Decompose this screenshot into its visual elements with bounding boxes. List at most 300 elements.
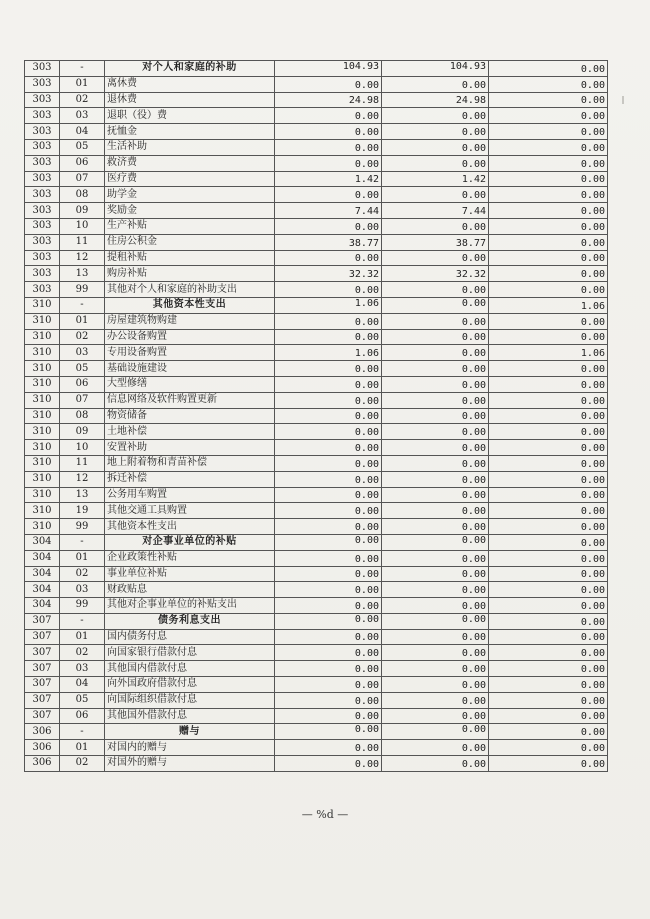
total-amount-cell: 0.00 (275, 724, 382, 740)
expense-name-cell: 退休费 (105, 92, 275, 108)
expense-name-cell: 医疗费 (105, 171, 275, 187)
project-amount-cell: 0.00 (489, 408, 608, 424)
table-row-section-header (25, 724, 608, 740)
total-amount-cell: 0.00 (275, 392, 382, 408)
table-row (25, 329, 608, 345)
expense-name-cell: 基础设施建设 (105, 361, 275, 377)
table-row (25, 408, 608, 424)
item-code-cell: - (60, 297, 105, 313)
budget-table (24, 60, 608, 772)
total-amount-cell: 0.00 (275, 582, 382, 598)
total-amount-cell: 0.00 (275, 677, 382, 693)
table-row (25, 155, 608, 171)
class-code-cell: 310 (25, 376, 60, 392)
item-code-cell: 09 (60, 203, 105, 219)
table-row (25, 471, 608, 487)
total-amount-cell: 0.00 (275, 218, 382, 234)
item-code-cell: 03 (60, 345, 105, 361)
expense-name-cell: 地上附着物和青苗补偿 (105, 455, 275, 471)
total-amount-cell: 0.00 (275, 455, 382, 471)
table-row (25, 708, 608, 724)
basic-amount-cell: 0.00 (382, 329, 489, 345)
item-code-cell: - (60, 61, 105, 77)
table-row (25, 487, 608, 503)
class-code-cell: 307 (25, 629, 60, 645)
expense-name-cell: 其他资本性支出 (105, 519, 275, 535)
class-code-cell: 303 (25, 218, 60, 234)
project-amount-cell: 0.00 (489, 566, 608, 582)
table-row (25, 250, 608, 266)
item-code-cell: 99 (60, 282, 105, 298)
class-code-cell: 303 (25, 139, 60, 155)
item-code-cell: 02 (60, 645, 105, 661)
expense-name-cell: 其他国内借款付息 (105, 661, 275, 677)
total-amount-cell: 24.98 (275, 92, 382, 108)
project-amount-cell: 0.00 (489, 692, 608, 708)
total-amount-cell: 0.00 (275, 471, 382, 487)
expense-name-cell: 国内债务付息 (105, 629, 275, 645)
class-code-cell: 310 (25, 471, 60, 487)
class-code-cell: 303 (25, 171, 60, 187)
basic-amount-cell: 0.00 (382, 740, 489, 756)
basic-amount-cell: 0.00 (382, 598, 489, 614)
table-row (25, 677, 608, 693)
item-code-cell: 10 (60, 440, 105, 456)
class-code-cell: 307 (25, 613, 60, 629)
expense-name-cell: 奖励金 (105, 203, 275, 219)
item-code-cell: 03 (60, 108, 105, 124)
expense-name-cell: 其他国外借款付息 (105, 708, 275, 724)
item-code-cell: - (60, 724, 105, 740)
item-code-cell: 99 (60, 519, 105, 535)
class-code-cell: 303 (25, 61, 60, 77)
class-code-cell: 304 (25, 582, 60, 598)
total-amount-cell: 0.00 (275, 76, 382, 92)
item-code-cell: 12 (60, 250, 105, 266)
expense-name-cell: 离休费 (105, 76, 275, 92)
project-amount-cell: 1.06 (489, 297, 608, 313)
expense-name-cell: 对国外的赠与 (105, 756, 275, 772)
class-code-cell: 310 (25, 503, 60, 519)
basic-amount-cell: 0.00 (382, 187, 489, 203)
table-row-section-header (25, 534, 608, 550)
basic-amount-cell: 0.00 (382, 677, 489, 693)
class-code-cell: 310 (25, 487, 60, 503)
project-amount-cell: 0.00 (489, 329, 608, 345)
table-row (25, 756, 608, 772)
class-code-cell: 303 (25, 282, 60, 298)
basic-amount-cell: 0.00 (382, 313, 489, 329)
table-row (25, 171, 608, 187)
project-amount-cell: 0.00 (489, 487, 608, 503)
basic-amount-cell: 0.00 (382, 297, 489, 313)
table-row (25, 392, 608, 408)
total-amount-cell: 0.00 (275, 534, 382, 550)
project-amount-cell: 0.00 (489, 155, 608, 171)
project-amount-cell: 0.00 (489, 455, 608, 471)
table-row (25, 424, 608, 440)
class-code-cell: 310 (25, 424, 60, 440)
class-code-cell: 303 (25, 108, 60, 124)
project-amount-cell: 0.00 (489, 61, 608, 77)
item-code-cell: 19 (60, 503, 105, 519)
basic-amount-cell: 0.00 (382, 76, 489, 92)
table-row (25, 519, 608, 535)
project-amount-cell: 0.00 (489, 92, 608, 108)
item-code-cell: 01 (60, 313, 105, 329)
table-row (25, 455, 608, 471)
total-amount-cell: 32.32 (275, 266, 382, 282)
basic-amount-cell: 32.32 (382, 266, 489, 282)
item-code-cell: 06 (60, 376, 105, 392)
project-amount-cell: 0.00 (489, 740, 608, 756)
expense-name-cell: 对国内的赠与 (105, 740, 275, 756)
total-amount-cell: 0.00 (275, 313, 382, 329)
item-code-cell: 05 (60, 139, 105, 155)
item-code-cell: 02 (60, 329, 105, 345)
basic-amount-cell: 0.00 (382, 440, 489, 456)
basic-amount-cell: 1.42 (382, 171, 489, 187)
basic-amount-cell: 0.00 (382, 550, 489, 566)
item-code-cell: 05 (60, 361, 105, 377)
total-amount-cell: 104.93 (275, 61, 382, 77)
expense-name-cell: 对企事业单位的补贴 (105, 534, 275, 550)
expense-name-cell: 住房公积金 (105, 234, 275, 250)
class-code-cell: 307 (25, 677, 60, 693)
item-code-cell: 99 (60, 598, 105, 614)
item-code-cell: 01 (60, 740, 105, 756)
total-amount-cell: 38.77 (275, 234, 382, 250)
basic-amount-cell: 0.00 (382, 250, 489, 266)
project-amount-cell: 0.00 (489, 708, 608, 724)
total-amount-cell: 7.44 (275, 203, 382, 219)
item-code-cell: 01 (60, 76, 105, 92)
class-code-cell: 303 (25, 92, 60, 108)
basic-amount-cell: 0.00 (382, 534, 489, 550)
item-code-cell: 03 (60, 661, 105, 677)
total-amount-cell: 0.00 (275, 566, 382, 582)
class-code-cell: 303 (25, 266, 60, 282)
item-code-cell: 07 (60, 171, 105, 187)
basic-amount-cell: 38.77 (382, 234, 489, 250)
item-code-cell: 04 (60, 124, 105, 140)
item-code-cell: 08 (60, 187, 105, 203)
expense-name-cell: 土地补偿 (105, 424, 275, 440)
basic-amount-cell: 0.00 (382, 692, 489, 708)
basic-amount-cell: 0.00 (382, 282, 489, 298)
item-code-cell: 09 (60, 424, 105, 440)
table-row-section-header (25, 297, 608, 313)
project-amount-cell: 0.00 (489, 250, 608, 266)
total-amount-cell: 0.00 (275, 424, 382, 440)
project-amount-cell: 0.00 (489, 645, 608, 661)
table-row (25, 92, 608, 108)
basic-amount-cell: 7.44 (382, 203, 489, 219)
expense-name-cell: 赠与 (105, 724, 275, 740)
basic-amount-cell: 0.00 (382, 218, 489, 234)
total-amount-cell: 0.00 (275, 361, 382, 377)
class-code-cell: 306 (25, 724, 60, 740)
item-code-cell: 02 (60, 566, 105, 582)
project-amount-cell: 0.00 (489, 124, 608, 140)
basic-amount-cell: 0.00 (382, 629, 489, 645)
table-row (25, 629, 608, 645)
expense-name-cell: 信息网络及软件购置更新 (105, 392, 275, 408)
project-amount-cell: 0.00 (489, 376, 608, 392)
project-amount-cell: 0.00 (489, 361, 608, 377)
total-amount-cell: 0.00 (275, 756, 382, 772)
item-code-cell: 08 (60, 408, 105, 424)
basic-amount-cell: 0.00 (382, 566, 489, 582)
expense-name-cell: 公务用车购置 (105, 487, 275, 503)
table-row (25, 187, 608, 203)
table-row (25, 692, 608, 708)
table-row (25, 740, 608, 756)
total-amount-cell: 0.00 (275, 740, 382, 756)
table-row (25, 108, 608, 124)
total-amount-cell: 1.06 (275, 297, 382, 313)
table-row (25, 266, 608, 282)
basic-amount-cell: 0.00 (382, 424, 489, 440)
basic-amount-cell: 0.00 (382, 408, 489, 424)
project-amount-cell: 0.00 (489, 203, 608, 219)
project-amount-cell: 0.00 (489, 266, 608, 282)
total-amount-cell: 0.00 (275, 124, 382, 140)
item-code-cell: - (60, 613, 105, 629)
item-code-cell: 01 (60, 550, 105, 566)
project-amount-cell: 0.00 (489, 440, 608, 456)
table-row (25, 661, 608, 677)
expense-name-cell: 生活补助 (105, 139, 275, 155)
table-row (25, 645, 608, 661)
project-amount-cell: 0.00 (489, 108, 608, 124)
project-amount-cell: 0.00 (489, 424, 608, 440)
expense-name-cell: 专用设备购置 (105, 345, 275, 361)
expense-name-cell: 财政贴息 (105, 582, 275, 598)
basic-amount-cell: 0.00 (382, 661, 489, 677)
basic-amount-cell: 0.00 (382, 139, 489, 155)
total-amount-cell: 0.00 (275, 329, 382, 345)
class-code-cell: 307 (25, 645, 60, 661)
expense-name-cell: 其他对个人和家庭的补助支出 (105, 282, 275, 298)
class-code-cell: 304 (25, 566, 60, 582)
basic-amount-cell: 0.00 (382, 582, 489, 598)
class-code-cell: 307 (25, 661, 60, 677)
expense-name-cell: 拆迁补偿 (105, 471, 275, 487)
project-amount-cell: 0.00 (489, 392, 608, 408)
expense-name-cell: 其他对企事业单位的补贴支出 (105, 598, 275, 614)
item-code-cell: 11 (60, 234, 105, 250)
basic-amount-cell: 0.00 (382, 376, 489, 392)
project-amount-cell: 0.00 (489, 282, 608, 298)
expense-name-cell: 助学金 (105, 187, 275, 203)
table-row (25, 234, 608, 250)
class-code-cell: 303 (25, 203, 60, 219)
project-amount-cell: 0.00 (489, 550, 608, 566)
project-amount-cell: 0.00 (489, 519, 608, 535)
expense-name-cell: 房屋建筑物购建 (105, 313, 275, 329)
table-row-section-header (25, 613, 608, 629)
total-amount-cell: 0.00 (275, 376, 382, 392)
basic-amount-cell: 0.00 (382, 455, 489, 471)
project-amount-cell: 0.00 (489, 503, 608, 519)
class-code-cell: 306 (25, 740, 60, 756)
item-code-cell: 06 (60, 708, 105, 724)
item-code-cell: 13 (60, 487, 105, 503)
table-row (25, 76, 608, 92)
basic-amount-cell: 24.98 (382, 92, 489, 108)
basic-amount-cell: 0.00 (382, 108, 489, 124)
class-code-cell: 303 (25, 76, 60, 92)
expense-name-cell: 购房补贴 (105, 266, 275, 282)
total-amount-cell: 0.00 (275, 487, 382, 503)
project-amount-cell: 0.00 (489, 677, 608, 693)
total-amount-cell: 0.00 (275, 440, 382, 456)
project-amount-cell: 0.00 (489, 218, 608, 234)
item-code-cell: - (60, 534, 105, 550)
class-code-cell: 303 (25, 250, 60, 266)
class-code-cell: 303 (25, 155, 60, 171)
project-amount-cell: 0.00 (489, 582, 608, 598)
item-code-cell: 12 (60, 471, 105, 487)
table-row (25, 282, 608, 298)
class-code-cell: 304 (25, 598, 60, 614)
table-row (25, 598, 608, 614)
table-row (25, 203, 608, 219)
class-code-cell: 310 (25, 455, 60, 471)
expense-name-cell: 大型修缮 (105, 376, 275, 392)
total-amount-cell: 0.00 (275, 598, 382, 614)
project-amount-cell: 0.00 (489, 313, 608, 329)
class-code-cell: 310 (25, 361, 60, 377)
total-amount-cell: 0.00 (275, 155, 382, 171)
expense-name-cell: 物资储备 (105, 408, 275, 424)
total-amount-cell: 0.00 (275, 187, 382, 203)
table-row (25, 218, 608, 234)
class-code-cell: 310 (25, 519, 60, 535)
total-amount-cell: 1.42 (275, 171, 382, 187)
basic-amount-cell: 0.00 (382, 708, 489, 724)
item-code-cell: 10 (60, 218, 105, 234)
project-amount-cell: 0.00 (489, 598, 608, 614)
item-code-cell: 07 (60, 392, 105, 408)
expense-name-cell: 其他资本性支出 (105, 297, 275, 313)
table-row-section-header (25, 61, 608, 77)
table-row (25, 361, 608, 377)
item-code-cell: 11 (60, 455, 105, 471)
basic-amount-cell: 0.00 (382, 756, 489, 772)
basic-amount-cell: 0.00 (382, 155, 489, 171)
table-row (25, 550, 608, 566)
class-code-cell: 310 (25, 313, 60, 329)
expense-name-cell: 事业单位补贴 (105, 566, 275, 582)
expense-name-cell: 向国际组织借款付息 (105, 692, 275, 708)
budget-table-body (25, 61, 608, 772)
total-amount-cell: 0.00 (275, 645, 382, 661)
project-amount-cell: 0.00 (489, 171, 608, 187)
class-code-cell: 310 (25, 297, 60, 313)
table-row (25, 503, 608, 519)
page-footer: — %d — (301, 808, 349, 821)
class-code-cell: 310 (25, 408, 60, 424)
total-amount-cell: 0.00 (275, 139, 382, 155)
total-amount-cell: 0.00 (275, 408, 382, 424)
item-code-cell: 13 (60, 266, 105, 282)
expense-name-cell: 债务利息支出 (105, 613, 275, 629)
item-code-cell: 02 (60, 92, 105, 108)
table-row (25, 376, 608, 392)
total-amount-cell: 1.06 (275, 345, 382, 361)
basic-amount-cell: 104.93 (382, 61, 489, 77)
basic-amount-cell: 0.00 (382, 519, 489, 535)
class-code-cell: 303 (25, 187, 60, 203)
total-amount-cell: 0.00 (275, 661, 382, 677)
expense-name-cell: 企业政策性补贴 (105, 550, 275, 566)
class-code-cell: 304 (25, 550, 60, 566)
total-amount-cell: 0.00 (275, 629, 382, 645)
project-amount-cell: 0.00 (489, 629, 608, 645)
expense-name-cell: 救济费 (105, 155, 275, 171)
project-amount-cell: 0.00 (489, 756, 608, 772)
total-amount-cell: 0.00 (275, 503, 382, 519)
basic-amount-cell: 0.00 (382, 487, 489, 503)
basic-amount-cell: 0.00 (382, 392, 489, 408)
table-row (25, 313, 608, 329)
table-row (25, 566, 608, 582)
item-code-cell: 04 (60, 677, 105, 693)
basic-amount-cell: 0.00 (382, 645, 489, 661)
total-amount-cell: 0.00 (275, 282, 382, 298)
project-amount-cell: 0.00 (489, 534, 608, 550)
total-amount-cell: 0.00 (275, 250, 382, 266)
expense-name-cell: 生产补贴 (105, 218, 275, 234)
expense-name-cell: 提租补贴 (105, 250, 275, 266)
class-code-cell: 303 (25, 234, 60, 250)
item-code-cell: 05 (60, 692, 105, 708)
expense-name-cell: 抚恤金 (105, 124, 275, 140)
basic-amount-cell: 0.00 (382, 124, 489, 140)
table-row (25, 124, 608, 140)
table-row (25, 139, 608, 155)
project-amount-cell: 1.06 (489, 345, 608, 361)
project-amount-cell: 0.00 (489, 661, 608, 677)
class-code-cell: 303 (25, 124, 60, 140)
class-code-cell: 306 (25, 756, 60, 772)
project-amount-cell: 0.00 (489, 187, 608, 203)
total-amount-cell: 0.00 (275, 550, 382, 566)
class-code-cell: 310 (25, 392, 60, 408)
item-code-cell: 06 (60, 155, 105, 171)
basic-amount-cell: 0.00 (382, 613, 489, 629)
project-amount-cell: 0.00 (489, 724, 608, 740)
class-code-cell: 307 (25, 708, 60, 724)
table-row (25, 582, 608, 598)
expense-name-cell: 安置补助 (105, 440, 275, 456)
class-code-cell: 307 (25, 692, 60, 708)
class-code-cell: 310 (25, 440, 60, 456)
total-amount-cell: 0.00 (275, 692, 382, 708)
project-amount-cell: 0.00 (489, 139, 608, 155)
basic-amount-cell: 0.00 (382, 345, 489, 361)
basic-amount-cell: 0.00 (382, 471, 489, 487)
basic-amount-cell: 0.00 (382, 724, 489, 740)
expense-name-cell: 办公设备购置 (105, 329, 275, 345)
item-code-cell: 02 (60, 756, 105, 772)
expense-name-cell: 对个人和家庭的补助 (105, 61, 275, 77)
expense-name-cell: 其他交通工具购置 (105, 503, 275, 519)
project-amount-cell: 0.00 (489, 471, 608, 487)
class-code-cell: 310 (25, 345, 60, 361)
